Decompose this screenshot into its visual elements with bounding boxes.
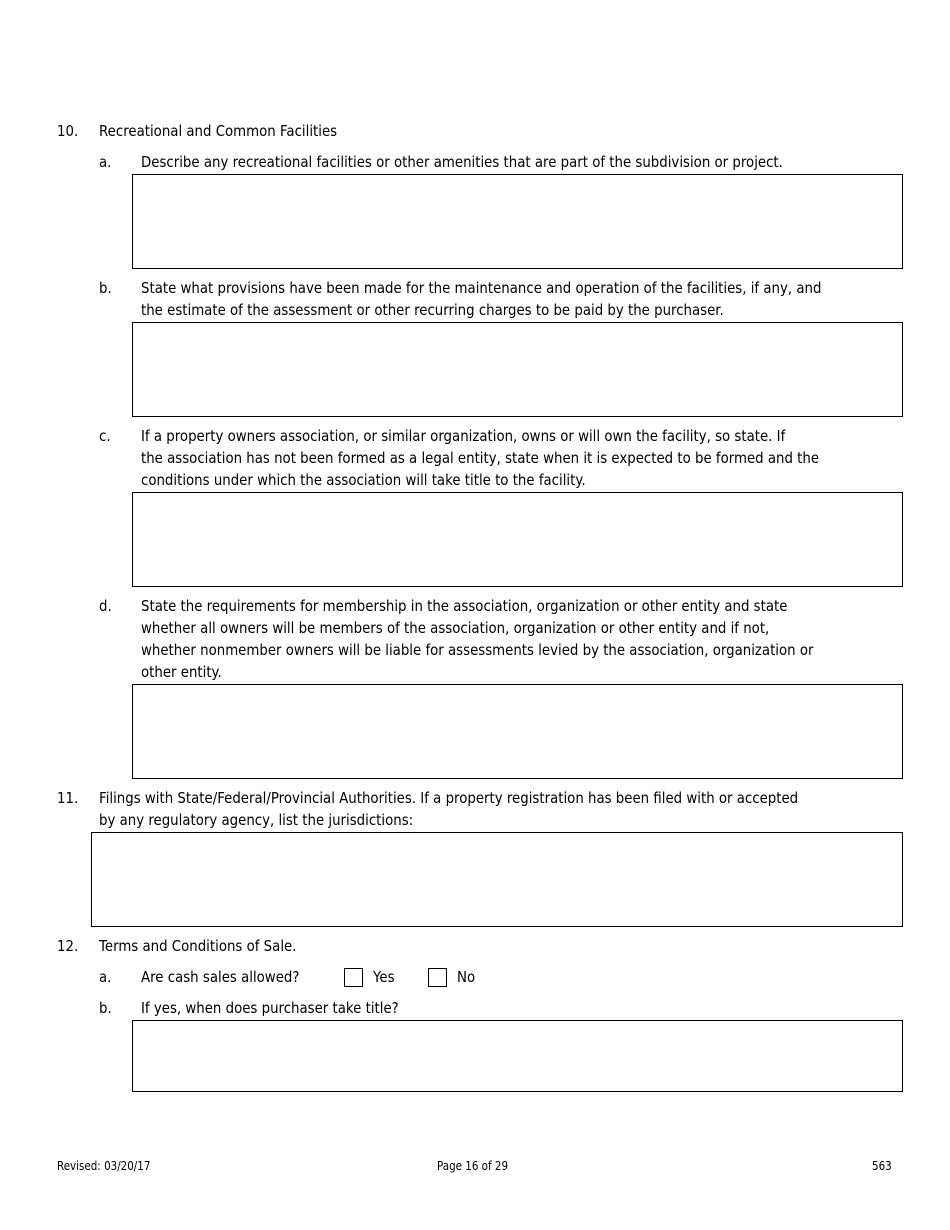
- item-10d-letter: d.: [99, 597, 112, 615]
- cash-sales-yes-label: Yes: [373, 968, 395, 986]
- item-10b-text-line1: State what provisions have been made for the maintenance and operation of the facilities, if any, and: [141, 279, 822, 297]
- section-11-text-line1: Filings with State/Federal/Provincial Authorities. If a property registration has been filed with or accepted: [99, 789, 799, 807]
- item-10c-text-line2: the association has not been formed as a legal entity, state when it is expected to be formed and the: [141, 449, 820, 467]
- footer-form-number: 563: [872, 1159, 892, 1173]
- item-12a-letter: a.: [99, 968, 112, 986]
- item-10a-letter: a.: [99, 153, 112, 171]
- item-10d-text-line3: whether nonmember owners will be liable for assessments levied by the association, organization or: [141, 641, 814, 659]
- answer-10b-textbox[interactable]: [132, 322, 903, 417]
- item-10c-text-line1: If a property owners association, or similar organization, owns or will own the facility, so state. If: [141, 427, 786, 445]
- section-10-number: 10.: [57, 122, 79, 140]
- cash-sales-no-label: No: [457, 968, 476, 986]
- item-10c-text-line3: conditions under which the association will take title to the facility.: [141, 471, 586, 489]
- item-10d-text-line1: State the requirements for membership in the association, organization or other entity and state: [141, 597, 788, 615]
- item-10c-letter: c.: [99, 427, 111, 445]
- item-12b-question: If yes, when does purchaser take title?: [141, 999, 399, 1017]
- section-12-title: Terms and Conditions of Sale.: [99, 937, 297, 955]
- section-11-text-line2: by any regulatory agency, list the jurisdictions:: [99, 811, 414, 829]
- section-11-number: 11.: [57, 789, 79, 807]
- item-10d-text-line2: whether all owners will be members of the association, organization or other entity and if not,: [141, 619, 770, 637]
- section-10-title: Recreational and Common Facilities: [99, 122, 338, 140]
- cash-sales-no-checkbox[interactable]: [428, 968, 447, 987]
- item-10b-letter: b.: [99, 279, 112, 297]
- cash-sales-yes-checkbox[interactable]: [344, 968, 363, 987]
- item-10d-text-line4: other entity.: [141, 663, 222, 681]
- item-12b-letter: b.: [99, 999, 112, 1017]
- answer-11-textbox[interactable]: [91, 832, 903, 927]
- item-10b-text-line2: the estimate of the assessment or other recurring charges to be paid by the purchaser.: [141, 301, 724, 319]
- answer-10a-textbox[interactable]: [132, 174, 903, 269]
- item-12a-question: Are cash sales allowed?: [141, 968, 300, 986]
- item-10a-text: Describe any recreational facilities or other amenities that are part of the subdivision or project.: [141, 153, 783, 171]
- answer-10d-textbox[interactable]: [132, 684, 903, 779]
- section-12-number: 12.: [57, 937, 79, 955]
- footer-page-number: Page 16 of 29: [437, 1159, 509, 1173]
- footer-revised-date: Revised: 03/20/17: [57, 1159, 151, 1173]
- answer-10c-textbox[interactable]: [132, 492, 903, 587]
- answer-12b-textbox[interactable]: [132, 1020, 903, 1092]
